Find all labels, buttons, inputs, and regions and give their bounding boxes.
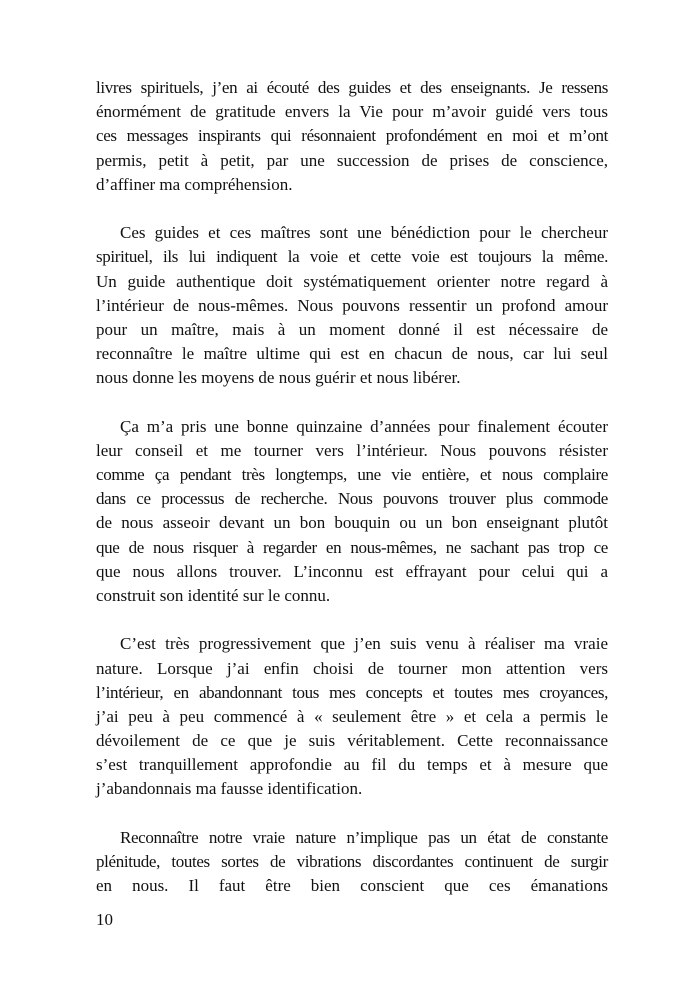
text-line: l’intérieur, en abandonnant tous mes concepts et toutes mes croyances, <box>96 682 608 702</box>
paragraph <box>96 221 608 390</box>
text-line: d’affiner ma compréhension. <box>96 174 293 194</box>
text-line: comme ça pendant très longtemps, une vie entière, et nous complaire <box>96 465 608 484</box>
text-line: permis, petit à petit, par une succession de prises de conscience, <box>96 150 608 170</box>
text-line: pour un maître, mais à un moment donné il est nécessaire de <box>96 319 608 339</box>
text-line: Ces guides et ces maîtres sont une bénédiction pour le chercheur <box>120 223 608 243</box>
paragraph <box>96 415 608 609</box>
text-line: Ça m’a pris une bonne quinzaine d’années pour finalement écouter <box>120 416 608 436</box>
text-line: j’ai peu à peu commencé à « seulement être » et cela a permis le <box>96 706 608 726</box>
page-number: 10 <box>96 910 113 929</box>
text-line: l’intérieur de nous-mêmes. Nous pouvons ressentir un profond amour <box>96 295 608 315</box>
text-line: Reconnaître notre vraie nature n’implique pas un état de constante <box>120 827 608 847</box>
text-line: livres spirituels, j’en ai écouté des guides et des enseignants. Je ressens <box>96 78 608 97</box>
text-line: dévoilement de ce que je suis véritablement. Cette reconnaissance <box>96 731 608 751</box>
paragraph <box>96 632 608 801</box>
text-line: Un guide authentique doit systématiquement orienter notre regard à <box>96 271 608 291</box>
text-line: nature. Lorsque j’ai enfin choisi de tourner mon attention vers <box>96 658 608 678</box>
text-line: s’est tranquillement approfondie au fil du temps et à mesure que <box>96 755 608 775</box>
text-line: leur conseil et me tourner vers l’intérieur. Nous pouvons résister <box>96 440 608 460</box>
paragraph <box>96 76 608 197</box>
text-line: spirituel, ils lui indiquent la voie et cette voie est toujours la même. <box>96 247 608 267</box>
text-line: que de nous risquer à regarder en nous-mêmes, ne sachant pas trop ce <box>96 537 608 557</box>
text-line: de nous asseoir devant un bon bouquin ou un bon enseignant plutôt <box>96 513 608 533</box>
text-line: plénitude, toutes sortes de vibrations discordantes continuent de surgir <box>96 852 608 871</box>
text-line: nous donne les moyens de nous guérir et nous libérer. <box>96 368 461 388</box>
text-line: en nous. Il faut être bien conscient que ces émanations <box>96 876 608 896</box>
text-line: ces messages inspirants qui résonnaient profondément en moi et m’ont <box>96 126 608 146</box>
body-text <box>96 76 608 898</box>
text-line: que nous allons trouver. L’inconnu est effrayant pour celui qui a <box>96 561 608 581</box>
text-line: C’est très progressivement que j’en suis venu à réaliser ma vraie <box>120 634 608 654</box>
text-line: énormément de gratitude envers la Vie pour m’avoir guidé vers tous <box>96 102 608 122</box>
text-line: j’abandonnais ma fausse identification. <box>96 779 363 799</box>
paragraph <box>96 826 608 899</box>
text-line: reconnaître le maître ultime qui est en chacun de nous, car lui seul <box>96 344 608 364</box>
text-line: construit son identité sur le connu. <box>96 585 331 605</box>
text-line: dans ce processus de recherche. Nous pouvons trouver plus commode <box>96 489 608 509</box>
